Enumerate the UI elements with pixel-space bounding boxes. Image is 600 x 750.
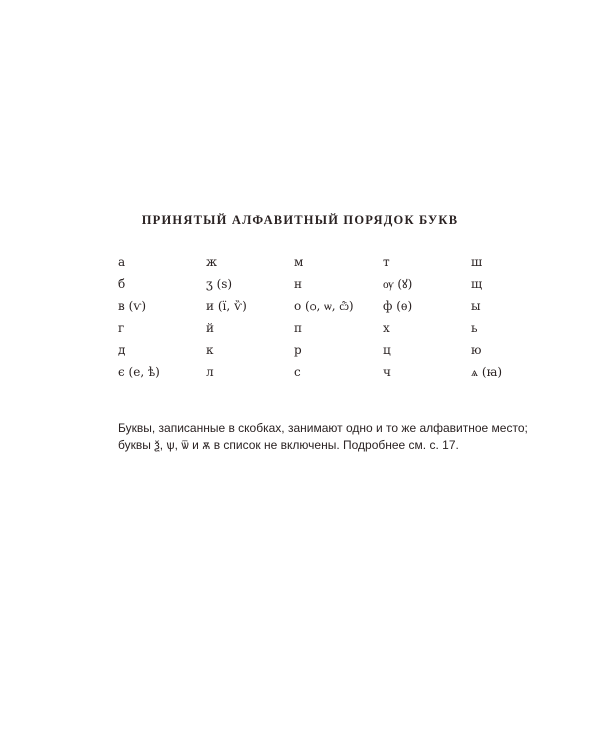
letter-cell: ю xyxy=(471,343,482,357)
letter-cell: т xyxy=(383,255,390,269)
letter-cell: ы xyxy=(471,299,481,313)
alphabet-table xyxy=(118,254,503,386)
table-row xyxy=(118,342,498,364)
letter-cell: ѹ (ꙋ) xyxy=(383,277,413,291)
letter-cell: и (ї, ѷ) xyxy=(206,299,247,313)
letter-cell: ж xyxy=(206,255,218,269)
footnote-line: Буквы, записанные в скобках, занимают одно и то же алфавитное место; xyxy=(118,421,528,435)
letter-cell: ц xyxy=(383,343,391,357)
letter-cell: в (ѵ) xyxy=(118,299,147,313)
table-row xyxy=(118,320,498,342)
table-row xyxy=(118,298,498,320)
letter-cell: л xyxy=(206,365,214,379)
letter-cell: є (е, ѣ) xyxy=(118,365,160,379)
letter-cell: р xyxy=(294,343,302,357)
letter-cell: м xyxy=(294,255,304,269)
footnote xyxy=(118,420,528,454)
letter-cell: д xyxy=(118,343,126,357)
letter-cell: к xyxy=(206,343,214,357)
letter-cell: с xyxy=(294,365,301,379)
letter-cell: п xyxy=(294,321,302,335)
letter-cell: а xyxy=(118,255,126,269)
letter-cell: й xyxy=(206,321,214,335)
letter-cell: щ xyxy=(471,277,483,291)
table-row xyxy=(118,276,498,298)
letter-cell: ш xyxy=(471,255,483,269)
letter-cell: н xyxy=(294,277,302,291)
footnote-line: буквы ѯ, ѱ, ѿ и ѫ в список не включены. Подробнее см. с. 17. xyxy=(118,438,459,452)
letter-cell: х xyxy=(383,321,390,335)
table-row xyxy=(118,364,503,386)
letter-cell: ѧ (ꙗ) xyxy=(471,365,503,379)
letter-cell: б xyxy=(118,277,126,291)
letter-cell: ф (ѳ) xyxy=(383,299,413,313)
letter-cell: о (ѻ, ѡ, ѽ) xyxy=(294,299,354,313)
letter-cell: ʒ (ѕ) xyxy=(206,277,233,291)
letter-cell: ь xyxy=(471,321,478,335)
letter-cell: ч xyxy=(383,365,391,379)
table-row xyxy=(118,254,498,276)
page-title: ПРИНЯТЫЙ АЛФАВИТНЫЙ ПОРЯДОК БУКВ xyxy=(141,213,459,227)
letter-cell: г xyxy=(118,321,125,335)
